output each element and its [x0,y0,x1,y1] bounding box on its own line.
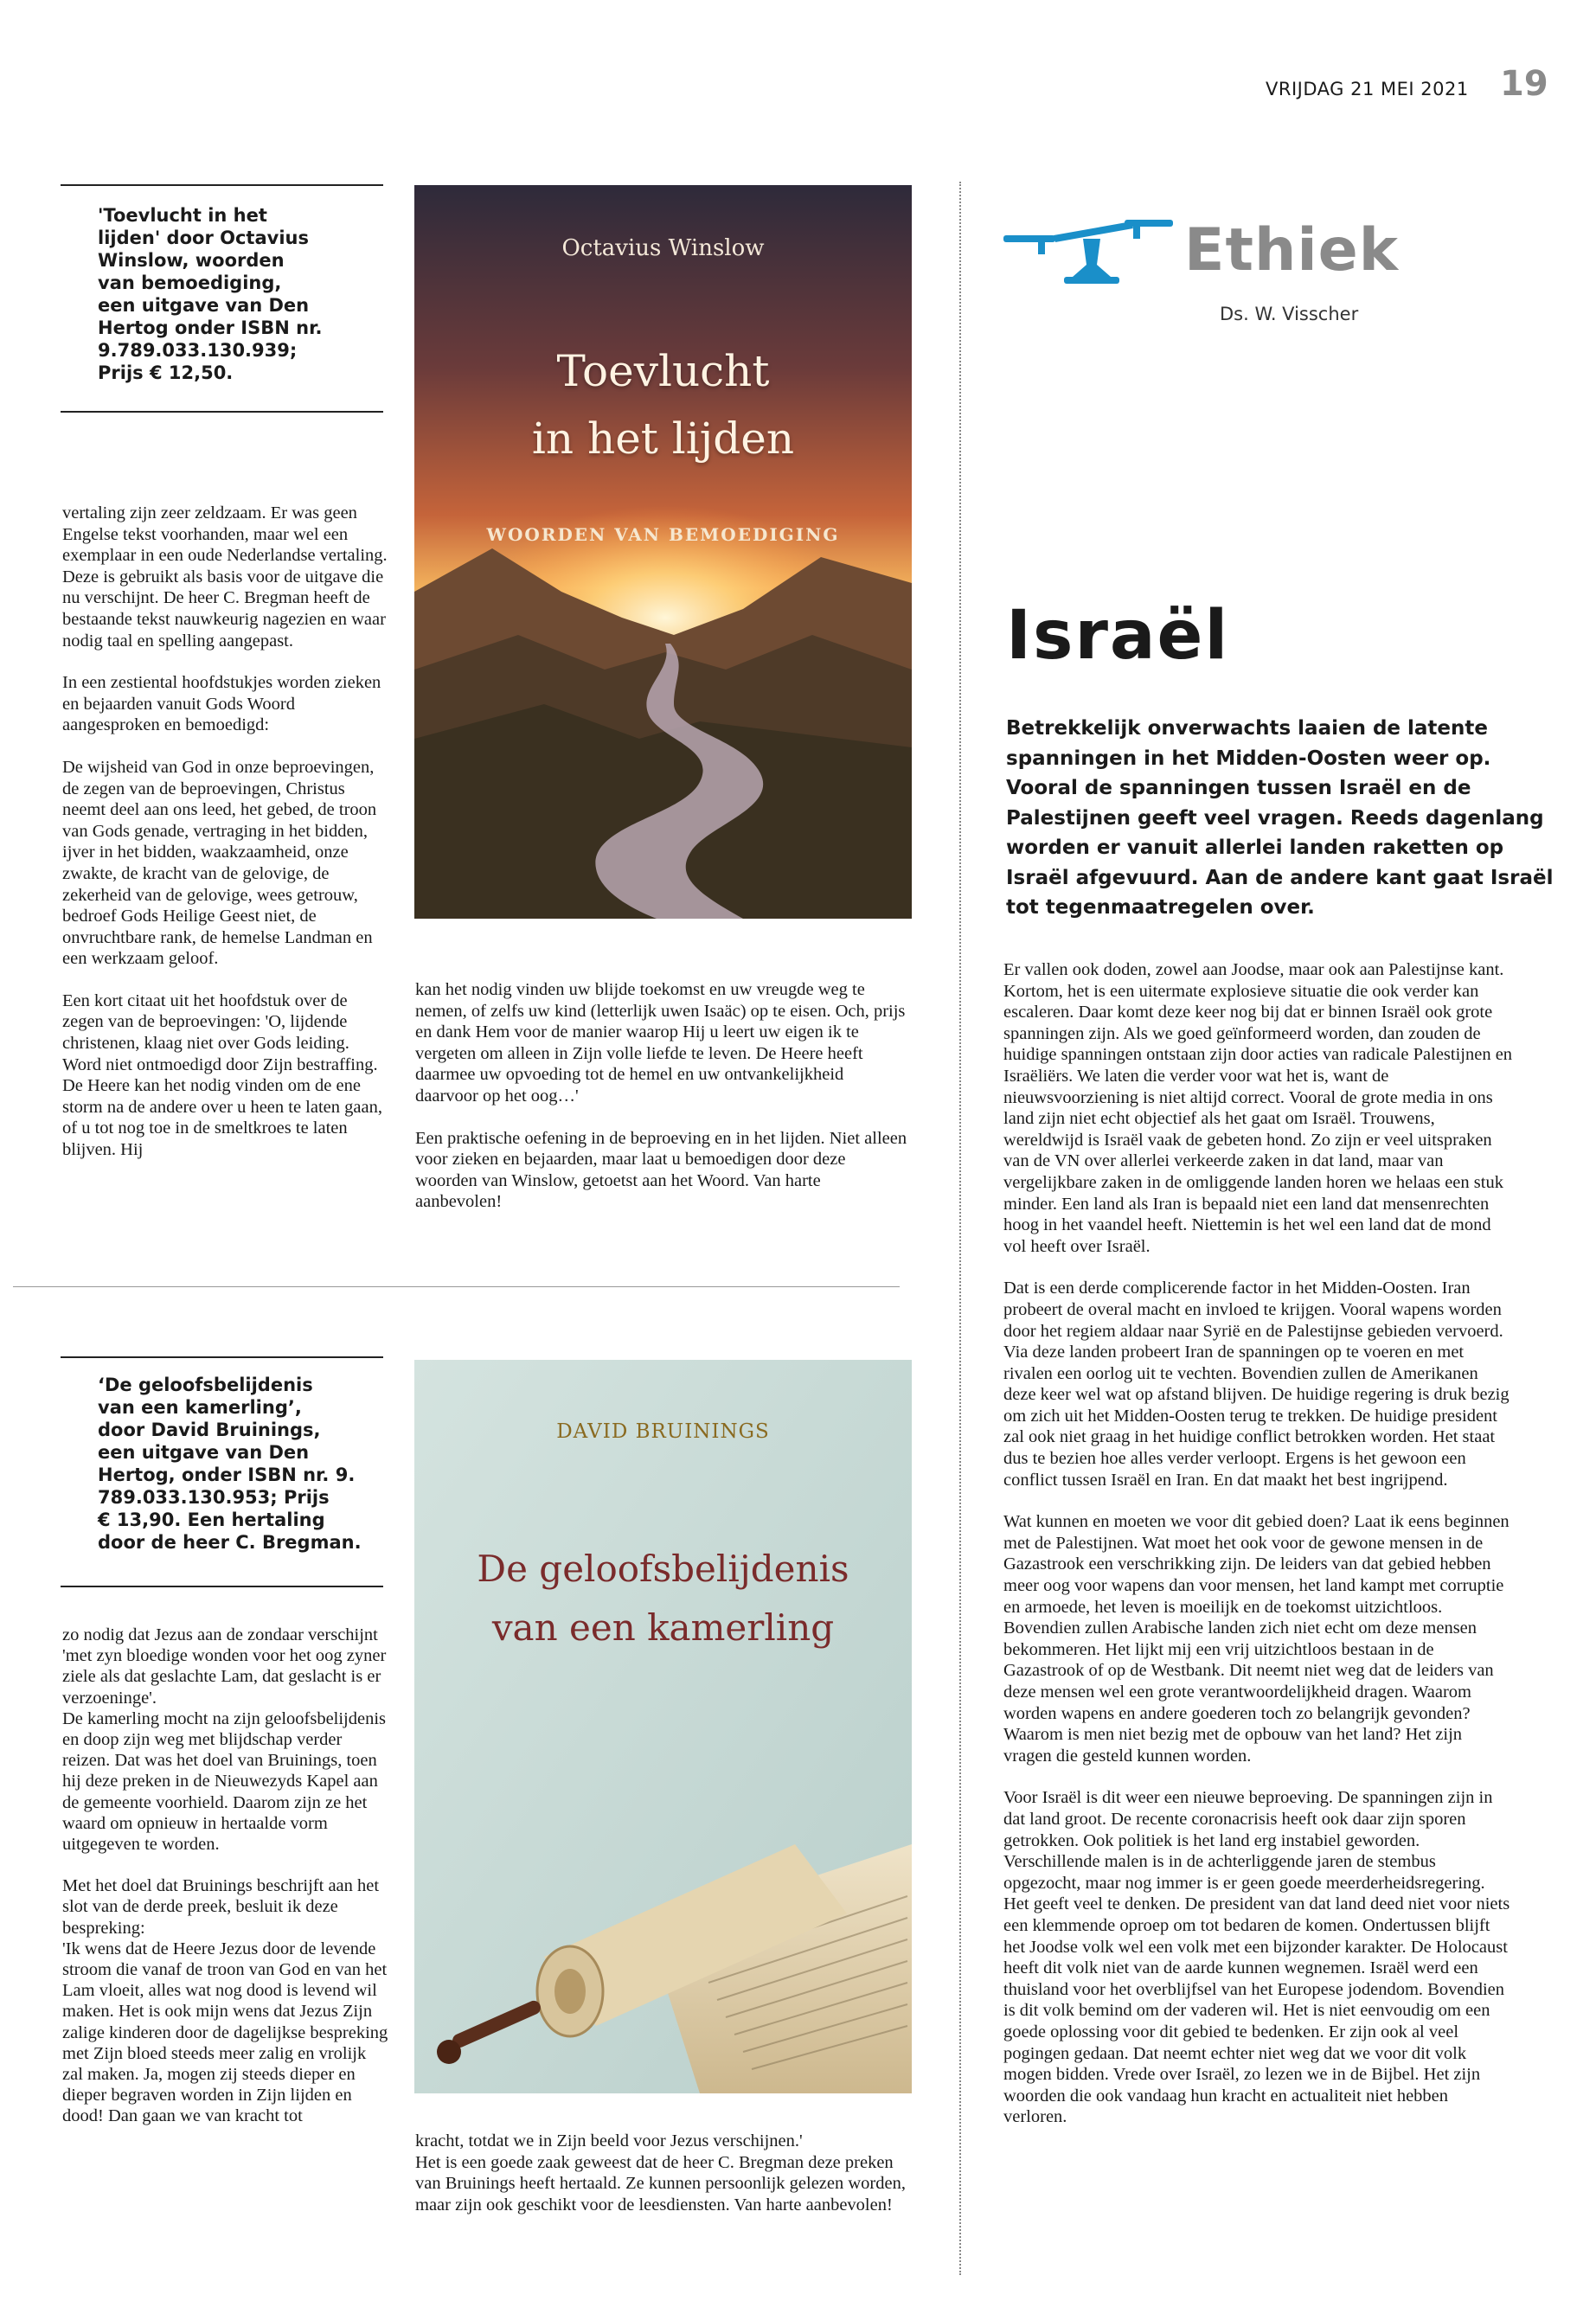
lead-line: tot tegenmaatregelen over. [1006,896,1315,919]
sunset-landscape-illustration [414,185,912,919]
paragraph: Dat is een derde complicerende factor in het Midden-Oosten. Iran probeert de overal macht en invloed te krijgen. Vooral wapens worden door het regiem aldaar naar Syrië en de Palestijnse gebieden vervoerd. Via deze landen probeert Iran de spanningen op te voeren en met rivalen een oorlog uit te vechten. Bovendien zullen de Amerikanen deze keer wel wat op afstand blijven. De huidige regering is druk bezig om zich uit het Midden-Oosten terug te trekken. De huidige president zal ook niet graag in het huidige conflict betrokken worden. Het staat dus te bezien hoe alles verder verloopt. Ergens is het gewoon een conflict tussen Israël en Iran. En dat maakt het best ingrijpend. [1003,1279,1509,1490]
column-divider [959,182,961,2275]
paragraph: Er vallen ook doden, zowel aan Joodse, maar ook aan Palestijnse kant. Kortom, het is een uitermate explosieve situatie die ook verder kan escaleren. Daar komt deze keer nog bij dat er binnen Israël ook grote spanningen zijn. Als we goed geïnformeerd worden, dan zouden de huidige spanningen ontstaan zijn door acties van radicale Palestijnen en Israëliërs. We laten die verder voor wat het is, want de nieuwsvoorziening is niet altijd correct. Vooral de grote media in ons land zijn niet echt objectief als het gaat om Israël. Trouwens, wereldwijd is Israël vaak de gebeten hond. Zo zijn er veel uitspraken van de VN over allerlei verkeerde zaken in dat land, maar van vergelijkbare zaken in de omliggende landen horen we helaas een stuk minder. Een land als Iran is bepaald niet een land dat mensenrechten hoog in het vaandel heeft. Niettemin is het wel een land dat de mond vol heeft over Israël. [1003,960,1513,1256]
book2-cover-title [414,1540,912,1657]
caption-line: € 13,90. Een hertaling [98,1509,325,1530]
book2-cover-author: DAVID BRUININGS [556,1420,770,1443]
lead-line: Palestijnen geeft veel vragen. Reeds dagenlang [1006,806,1544,830]
paragraph: zo nodig dat Jezus aan de zondaar verschijnt 'met zyn bloedige wonden voor het oog zyner ziele als dat geslachte Lam, dat geslacht is er verzoeninge'. De kamerling mocht na zijn geloofsbelijdenis en doop zijn weg met blijdschap verder reizen. Dat was het doel van Bruinings, toen hij deze preken in de Nieuwezyds Kapel aan de gemeente voorhield. Daarom zijn ze het waard om opnieuw in hertaalde vorm uitgegeven te worden. [62,1625,387,1855]
book1-cover-title-line: in het lijden [531,413,795,464]
scales-icon [1003,220,1176,289]
paragraph: kan het nodig vinden uw blijde toekomst en uw vreugde weg te nemen, of zelfs uw kind (letterlijk uwen Isaäc) op te eisen. Och, prijs en dank Hem voor de manier waarop Hij u leert uw eigen ik te vergeten om alleen in Zijn volle liefde te leven. De Heere heeft daarmee uw opvoeding tot de hemel en uw ontvankelijkheid daarvoor op het oog…' [415,980,906,1106]
caption-line: van bemoediging, [98,272,282,293]
caption-line: Hertog, onder ISBN nr. 9. [98,1465,356,1485]
paragraph: De wijsheid van God in onze beproevingen, de zegen van de beproevingen, Christus neemt deel aan ons leed, het gebed, de troon van Gods genade, vertraging in het bidden, ijver in het bidden, waakzaamheid, onze zwakte, de kracht van de gelovige, de zekerheid van de gelovige, wees getrouw, bedroef Gods Heilige Geest niet, de onvruchtbare rank, de hemelse Landman en een werkzaam geloof. [62,757,377,969]
paragraph: Een praktische oefening in de beproeving en in het lijden. Niet alleen voor zieken en bejaarden, maar laat u bemoedigen door deze woorden van Winslow, getoetst aan het Woord. Van harte aanbevolen! [415,1128,907,1212]
lead-line: worden er vanuit allerlei landen raketten op [1006,836,1504,859]
caption-line: Prijs € 12,50. [98,362,234,383]
caption-line: lijden' door Octavius [98,228,309,248]
caption-line: 'Toevlucht in het [98,205,267,226]
book2-cover-title-line: De geloofsbelijdenis [477,1548,849,1590]
article-author: Ds. W. Visscher [1220,304,1359,324]
paragraph: kracht, totdat we in Zijn beeld voor Jezus verschijnen.' Het is een goede zaak geweest dat de heer C. Bregman deze preken van Bruinings heeft hertaald. Ze kunnen persoonlijk gelezen worden, maar zijn ook geschikt voor de leesdiensten. Van harte aanbevolen! [415,2131,906,2214]
caption-line: 789.033.130.953; Prijs [98,1487,330,1508]
book1-cover-title-line: Toevlucht [556,346,770,396]
paragraph: Met het doel dat Bruinings beschrijft aan het slot van de derde preek, besluit ik deze bespreking: 'Ik wens dat de Heere Jezus door de levende stroom die vanaf de troon van God en van het Lam vloeit, alles wat nog dood is levend wil maken. Het is ook mijn wens dat Jezus Zijn zalige kinderen door de dagelijkse bespreking met Zijn bloed steeds meer zalig en vrolijk zal maken. Ja, mogen zij steeds dieper en dieper begraven worden in Zijn lijden en dood! Dan gaan we van kracht tot [62,1876,388,2126]
lead-line: Betrekkelijk onverwachts laaien de latente [1006,717,1488,740]
book1-left-column [62,503,389,1182]
paragraph: vertaling zijn zeer zeldzaam. Er was geen Engelse tekst voorhanden, maar wel een exemplaar in een oude Nederlandse vertaling. Deze is gebruikt als basis voor de uitgave die nu verschijnt. De heer C. Bregman heeft de bestaande tekst nauwkeurig nagezien en waar nodig taal en spelling aangepast. [62,503,388,651]
caption-rule-top [61,1356,383,1358]
lead-line: spanningen in het Midden-Oosten weer op. [1006,747,1491,770]
paragraph: In een zestiental hoofdstukjes worden zieken en bejaarden vanuit Gods Woord aangesproken en bemoedigd: [62,673,381,735]
book1-right-column [415,979,910,1234]
book1-cover-image [414,185,912,919]
book2-cover-image [414,1360,912,2093]
book1-cover-title [414,337,912,472]
book2-caption [98,1374,362,1554]
caption-line: een uitgave van Den [98,1442,310,1463]
lead-line: Israël afgevuurd. Aan de andere kant gaat Israël [1006,866,1554,889]
book1-caption [98,204,322,384]
caption-line: van een kamerling’, [98,1397,302,1418]
caption-line: een uitgave van Den [98,295,310,316]
page-date: VRIJDAG 21 MEI 2021 [1266,79,1469,99]
book1-cover-subtitle: WOORDEN VAN BEMOEDIGING [486,524,840,545]
lead-line: Vooral de spanningen tussen Israël en de [1006,777,1471,799]
paragraph: Wat kunnen en moeten we voor dit gebied doen? Laat ik eens beginnen met de Palestijnen. Wat moet het ook voor de gewone mensen in de Gazastrook een verschrikking zijn. De leiders van dat gebied hebben meer oog voor wapens dan voor mensen, het land kampt met corruptie en armoede, het leven is moeilijk en de toekomst uitzichtloos. Bovendien zullen Arabische landen zich niet echt om deze mensen bekommeren. Het lijkt mij een vrij uitzichtloos bestaan in de Gazastrook of op de Westbank. Dit neemt niet weg dat de leiders van deze mensen wel een grote verantwoordelijkheid dragen. Waarom worden wapens en andere goederen toch zo belangrijk gevonden? Waarom is men niet bezig met de opbouw van het land? Het zijn vragen die gesteld kunnen worden. [1003,1512,1509,1766]
caption-line: Winslow, woorden [98,250,285,271]
caption-line: Hertog onder ISBN nr. [98,317,323,338]
book2-cover-title-line: van een kamerling [491,1606,835,1649]
caption-line: door de heer C. Bregman. [98,1532,362,1553]
section-title: Ethiek [1184,216,1400,285]
book2-left-column [62,1625,389,2148]
book2-right-column [415,2131,910,2236]
section-separator [13,1286,900,1287]
caption-line: ‘De geloofsbelijdenis [98,1375,313,1395]
article-title: Israël [1006,597,1230,675]
article-lead [1006,714,1554,923]
paragraph: Een kort citaat uit het hoofdstuk over de zegen van de beproevingen: 'O, lijdende christenen, klaag niet over Gods leiding. Word niet ontmoedigd door Zijn bestraffing. De Heere kan het nodig vinden om de ene storm na de andere over u heen te laten gaan, of u tot nog toe in de smeltkroes te laten blijven. Hij [62,990,382,1160]
paragraph: Voor Israël is dit weer een nieuwe beproeving. De spanningen zijn in dat land groot. De recente coronacrisis heeft ook daar zijn sporen getrokken. Ook politiek is het land erg instabiel geworden. Verschillende malen is in de achterliggende jaren de stembus opgezocht, maar nog immer is er geen goede meerderheidsregering. Het geeft veel te denken. De president van dat land deed niet voor niets een klemmende oproep om tot bedaren de komen. Ondertussen blijft het Joodse volk wel een volk met een bijzonder karakter. De Holocaust heeft dit volk niet van de aarde kunnen wegnemen. Israël werd een thuisland voor het overblijfsel van het Europese jodendom. Bovendien is dit volk bemind om der vaderen wil. Het is niet eenvoudig om een goede oplossing voor dit gebied te bedenken. Er zijn ook al veel pogingen gedaan. Dat neemt echter niet weg dat we voor dit volk mogen bidden. Vrede over Israël, zo lezen we in de Bijbel. Het zijn woorden die ook vandaag hun kracht en actualiteit niet hebben verloren. [1003,1788,1510,2127]
caption-rule-bottom [61,411,383,413]
book1-cover-author: Octavius Winslow [561,235,765,261]
caption-line: 9.789.033.130.939; [98,340,298,361]
caption-line: door David Bruinings, [98,1420,321,1440]
caption-rule-top [61,184,383,186]
page-number: 19 [1500,64,1548,104]
article-body [1003,959,1514,2149]
caption-rule-bottom [61,1586,383,1587]
scroll-illustration [414,1360,912,2093]
